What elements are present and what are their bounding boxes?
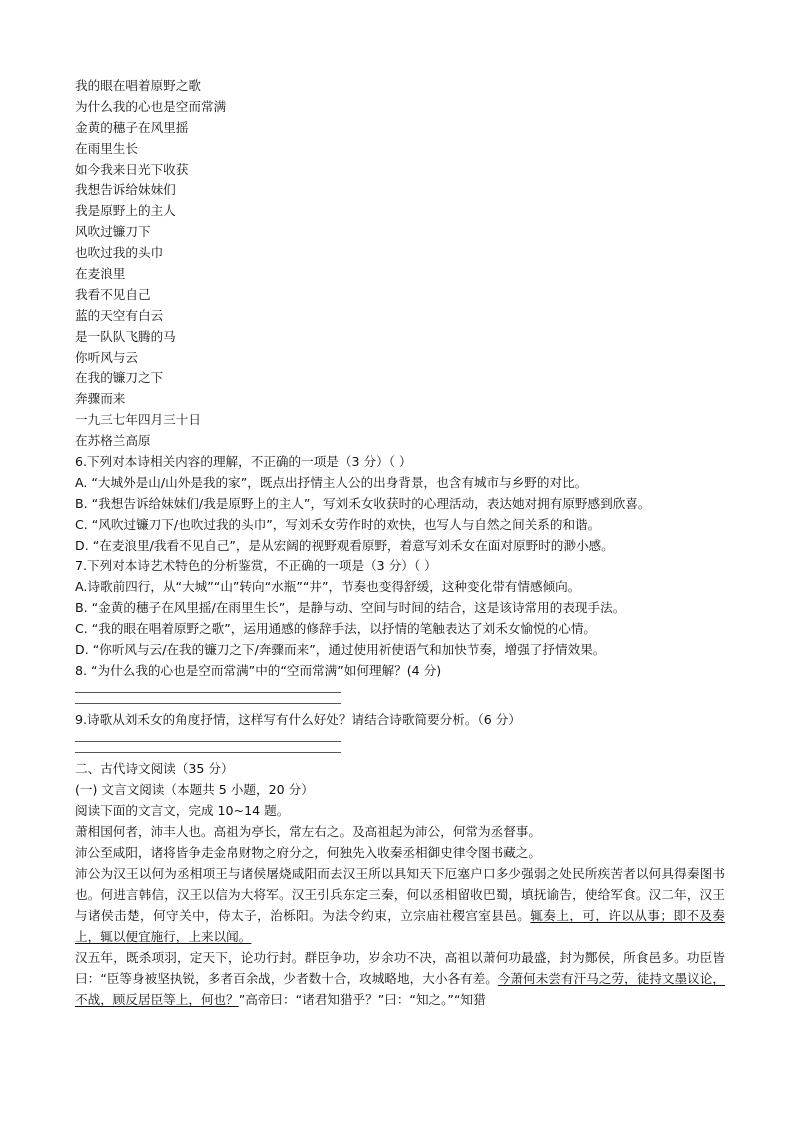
poem-line: 是一队队飞腾的马 [75,328,176,344]
option-c: C. “风吹过镰刀下/也吹过我的头巾”，写刘禾女劳作时的欢快，也写人与自然之间关系的和谐。 [75,516,601,532]
poem-place: 在苏格兰高原 [75,433,151,449]
question-6 [75,452,725,556]
question-8 [75,661,725,710]
poem-line: 你听风与云 [75,349,138,365]
option-b: B. “我想告诉给妹妹们/我是原野上的主人”，写刘禾女收获时的心理活动，表达她对拥有原野感到欣喜。 [75,495,651,511]
option-d: D. “在麦浪里/我看不见自己”，是从宏阔的视野观看原野，着意写刘禾女在面对原野时的渺小感。 [75,537,614,553]
poem-line: 奔骤而来 [75,391,126,407]
option-c: C. “我的眼在唱着原野之歌”，运用通感的修辞手法，以抒情的笔触表达了刘禾女愉悦的心情。 [75,621,597,637]
question-9 [75,710,725,759]
option-d: D. “你听风与云/在我的镰刀之下/奔骤而来”，通过使用祈使语气和加快节奏，增强了抒情效果。 [75,642,606,658]
instructions: 阅读下面的文言文，完成 10~14 题。 [75,802,290,818]
poem-line: 为什么我的心也是空而常满 [75,98,227,114]
passage-paragraph: 萧相国何者，沛丰人也。高祖为亭长，常左右之。及高祖起为沛公，何常为丞督事。 [75,824,541,840]
poem-date: 一九三七年四月三十日 [75,412,201,428]
question-stem: 9.诗歌从刘禾女的角度抒情，这样写有什么好处？请结合诗歌简要分析。（6 分） [75,711,521,727]
passage-paragraph [75,947,725,1010]
answer-line[interactable] [75,731,341,742]
question-stem: 6.下列对本诗相关内容的理解，不正确的一项是（3 分）（ ） [75,454,412,470]
answer-line[interactable] [75,693,341,704]
passage-paragraph: 沛公至咸阳，诸将皆争走金帛财物之府分之，何独先入收秦丞相御史律令图书藏之。 [75,845,541,861]
poem-line: 如今我来日光下收获 [75,161,189,177]
question-stem: 7.下列对本诗艺术特色的分析鉴赏，不正确的一项是（3 分）（ ） [75,558,437,574]
poem [75,76,725,452]
poem-line: 蓝的天空有白云 [75,307,164,323]
answer-line[interactable] [75,682,341,693]
poem-line: 我是原野上的主人 [75,203,176,219]
poem-line: 在雨里生长 [75,140,138,156]
passage-text: ”高帝曰：“诸君知猎乎？”曰：“知之。”“知猎 [238,992,486,1008]
section-title: 二、古代诗文阅读（35 分） [75,760,234,776]
underlined-sentence: 辄奏上，可，许以从事；即不及奏上，辄以便宜施行，上来以闻。 [75,908,726,945]
poem-line: 在我的镰刀之下 [75,370,164,386]
passage-text: 沛公为汉王以何为丞相项王与诸侯屠烧咸阳而去汉王所以具知天下厄塞户口多少强弱之处民所疾苦者以何具得秦图书也。何进言韩信，汉王以信为大将军。汉王引兵东定三秦，何以丞相留收巴蜀，填抚谕告，使给军食。汉二年，汉王与诸侯击楚，何守关中，侍太子，治栎阳。为法令约束，立宗庙社稷宫室县邑。 [75,866,725,924]
document-page [75,76,725,1010]
question-stem: 8. “为什么我的心也是空而常满”中的“空而常满”如何理解？(4 分) [75,662,442,678]
option-b: B. “金黄的穗子在风里摇/在雨里生长”，是静与动、空间与时间的结合，这是该诗常用的表现手法。 [75,600,626,616]
poem-line: 我看不见自己 [75,286,151,302]
poem-line: 我的眼在唱着原野之歌 [75,78,201,93]
poem-line: 风吹过镰刀下 [75,224,151,240]
option-a: A.诗歌前四行，从“大城”“山”转向“水瓶”“井”，节奏也变得舒缓，这种变化带有情感倾向。 [75,579,581,595]
option-a: A. “大城外是山/山外是我的家”，既点出抒情主人公的出身背景，也含有城市与乡野的对比。 [75,474,588,490]
poem-line: 金黄的穗子在风里摇 [75,119,189,135]
poem-line: 也吹过我的头巾 [75,245,164,261]
question-7 [75,556,725,660]
passage-text: 汉五年，既杀项羽，定天下，论功行封。群臣争功，岁余功不决，高祖以萧何功最盛，封为酂侯，所食邑多。功臣皆曰：“臣等身被坚执锐，多者百余战，少者数十合，攻城略地，大小各有差。 [75,950,725,987]
poem-line: 我想告诉给妹妹们 [75,182,176,198]
underlined-sentence: 今萧何未尝有汗马之劳，徒持文墨议论，不战，顾反居臣等上，何也？ [75,971,726,1008]
section-classical [75,759,725,1011]
poem-line: 在麦浪里 [75,266,126,282]
passage-paragraph [75,863,725,947]
subsection-title: (一) 文言文阅读（本题共 5 小题，20 分） [75,781,314,797]
answer-line[interactable] [75,742,341,753]
